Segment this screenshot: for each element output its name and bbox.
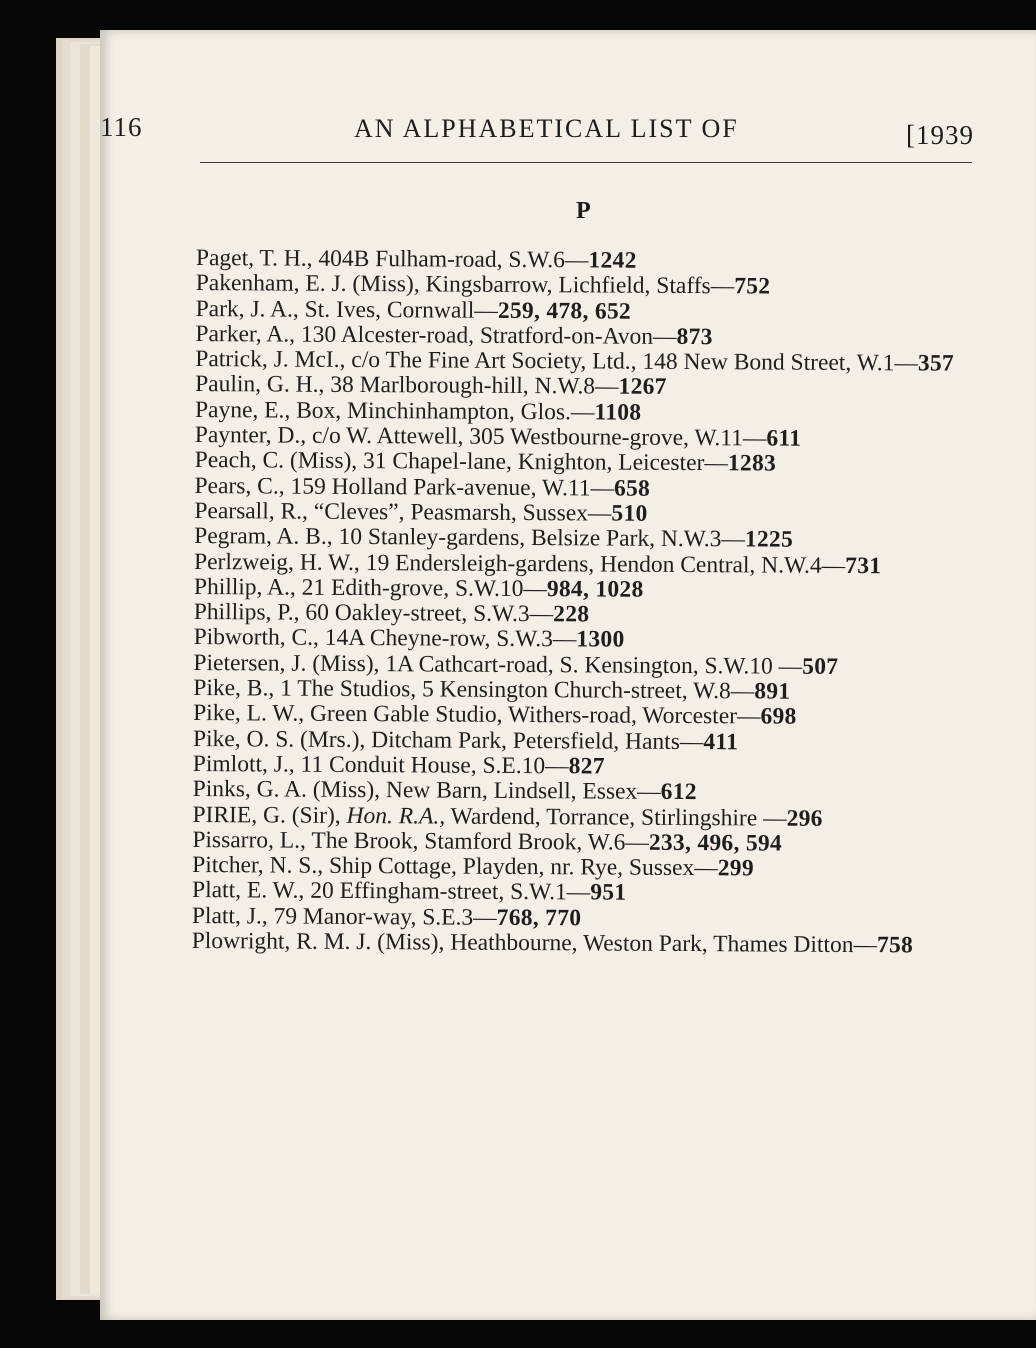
entry-references: 1283	[727, 450, 777, 477]
entry-references: 698	[760, 703, 797, 731]
entry-address: 19 Endersleigh-gardens, Hendon Central, N.W.4—	[359, 549, 846, 579]
entry-name: Platt, E. W.,	[191, 877, 305, 905]
entry-address: St. Ives, Cornwall—	[298, 296, 498, 324]
entry-address: 20 Effingham-street, S.W.1—	[304, 878, 591, 906]
entry-address: Box, Minchinhampton, Glos.—	[290, 397, 595, 426]
entry-references: 891	[754, 678, 791, 705]
entry-address: “Cleves”, Peasmarsh, Sussex—	[307, 498, 612, 527]
entry-name: Pinks, G. A. (Miss),	[192, 776, 381, 804]
entry-name: Paget, T. H.,	[195, 245, 313, 272]
entry-references: 1300	[576, 626, 625, 654]
entry-name: Pike, L. W.,	[193, 700, 305, 728]
entry-address: 130 Alcester-road, Stratford-on-Avon—	[294, 321, 677, 350]
entry-name: Pike, O. S. (Mrs.),	[192, 725, 366, 753]
entry-name: Pibworth, C.,	[193, 624, 320, 652]
entry-address: The Brook, Stamford Brook, W.6—	[305, 827, 649, 856]
entry-address: 404B Fulham-road, S.W.6—	[312, 245, 589, 274]
entry-name: Pimlott, J.,	[192, 750, 295, 778]
entry-name: Paynter, D.,	[194, 422, 307, 449]
entry-references: 1267	[618, 374, 667, 401]
entry-address: 31 Chapel-lane, Knighton, Leicester—	[357, 448, 728, 477]
entry-honorific: Hon. R.A.,	[340, 802, 446, 830]
entry-name: Pissarro, L.,	[192, 826, 307, 854]
entry-address: 14A Cheyne-row, S.W.3—	[318, 625, 577, 653]
entry-name: Plowright, R. M. J. (Miss),	[191, 928, 445, 956]
entry-references: 1108	[594, 399, 642, 426]
running-title: AN ALPHABETICAL LIST OF	[354, 114, 739, 143]
entry-name: Peach, C. (Miss),	[194, 447, 358, 475]
entry-references: 768, 770	[496, 904, 582, 932]
entry-references: 951	[590, 879, 627, 907]
entry-references: 611	[766, 425, 802, 452]
running-year: [1939	[906, 120, 974, 150]
entry-name: PIRIE, G. (Sir),	[192, 801, 341, 829]
page-number: 116	[100, 112, 143, 142]
entry-name: Pietersen, J. (Miss),	[193, 649, 380, 677]
entry-address: c/o The Fine Art Society, Ltd., 148 New Bond Street, W.1—	[345, 347, 918, 377]
entry-references: 507	[802, 653, 839, 680]
entry-name: Pearsall, R.,	[194, 497, 309, 525]
entry-references: 1242	[588, 247, 637, 274]
entry-references: 411	[703, 728, 739, 755]
entry-address: 60 Oakley-street, S.W.3—	[299, 599, 554, 628]
entry-name: Platt, J.,	[191, 902, 268, 930]
entry-address: 159 Holland Park-avenue, W.11—	[284, 473, 615, 502]
entry-name: Paulin, G. H.,	[195, 371, 325, 399]
section-letter: P	[576, 198, 591, 224]
entry-references: 259, 478, 652	[497, 297, 632, 325]
entry-name: Patrick, J. McI.,	[195, 346, 346, 374]
entry-address: Wardend, Torrance, Stirlingshire —	[445, 803, 787, 832]
entry-name: Park, J. A.,	[195, 295, 299, 323]
entry-address: 11 Conduit House, S.E.10—	[294, 751, 569, 780]
entry-address: 10 Stanley-gardens, Belsize Park, N.W.3—	[332, 524, 745, 553]
entry-address: Green Gable Studio, Withers-road, Worcester—	[304, 701, 761, 730]
entry-references: 1225	[744, 526, 794, 553]
entry-name: Pike, B.,	[193, 675, 275, 702]
entry-list	[192, 246, 972, 959]
entry-address: Kingsbarrow, Lichfield, Staffs—	[419, 271, 735, 300]
entry-references: 658	[613, 475, 651, 502]
entry-address: 1 The Studios, 5 Kensington Church-street, W.8—	[274, 675, 755, 705]
entry-name: Perlzweig, H. W.,	[193, 548, 360, 576]
entry-address: 79 Manor-way, S.E.3—	[267, 903, 497, 931]
entry-address: c/o W. Attewell, 305 Westbourne-grove, W.11—	[306, 422, 767, 452]
entry-references: 296	[786, 805, 823, 832]
entry-name: Pears, C.,	[194, 472, 285, 500]
entry-address: Ditcham Park, Petersfield, Hants—	[365, 726, 704, 755]
entry-name: Pakenham, E. J. (Miss),	[195, 270, 420, 298]
entry-address: 38 Marlborough-hill, N.W.8—	[324, 372, 619, 401]
entry-address: 21 Edith-grove, S.W.10—	[295, 574, 547, 603]
entry-address: Ship Cottage, Playden, nr. Rye, Sussex—	[323, 852, 718, 882]
entry-references: 752	[734, 273, 771, 300]
entry-references: 984, 1028	[546, 576, 644, 603]
entry-name: Payne, E.,	[194, 396, 291, 424]
entry-references: 357	[917, 350, 955, 377]
entry-references: 228	[553, 601, 590, 628]
entry-references: 758	[876, 932, 914, 959]
entry-references: 233, 496, 594	[648, 829, 783, 857]
entry-name: Pegram, A. B.,	[194, 523, 333, 551]
entry-name: Phillips, P.,	[193, 599, 300, 626]
entry-references: 827	[568, 753, 605, 780]
entry-address: Heathbourne, Weston Park, Thames Ditton—	[444, 929, 878, 959]
entry-name: Pitcher, N. S.,	[192, 852, 324, 879]
list-item	[192, 929, 968, 959]
entry-references: 873	[676, 323, 713, 351]
entry-address: New Barn, Lindsell, Essex—	[379, 777, 661, 806]
entry-references: 731	[845, 552, 882, 579]
entry-address: 1A Cathcart-road, S. Kensington, S.W.10 —	[379, 650, 803, 680]
entry-name: Phillip, A.,	[193, 573, 296, 601]
entry-references: 510	[611, 500, 648, 527]
header-rule	[200, 162, 972, 163]
entry-name: Parker, A.,	[195, 320, 296, 348]
entry-references: 299	[717, 855, 755, 882]
entry-references: 612	[660, 779, 697, 806]
running-head	[100, 112, 974, 152]
